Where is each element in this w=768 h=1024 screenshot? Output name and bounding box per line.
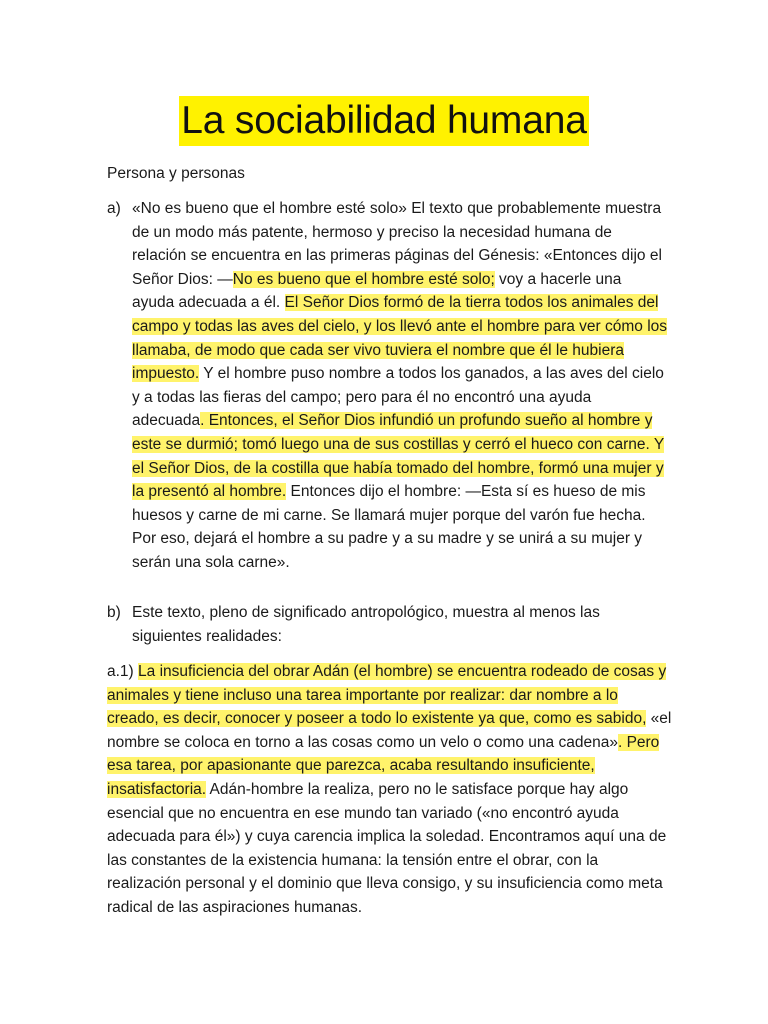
text-segment: Entonces dijo el hombre: —Esta sí es hueso de mis huesos y carne de mi carne. Se llamará mujer porque del varón fue hecha. Por eso, dejará el hombre a su padre y a su madre y se unirá a su mujer y serán una sola carne».: [132, 483, 646, 571]
highlighted-segment: . Pero esa tarea, por apasionante que parezca, acaba resultando insuficiente, insatisfactoria.: [107, 733, 660, 798]
list-item-b-text: Este texto, pleno de significado antropológico, muestra al menos las siguientes realidades:: [132, 604, 600, 645]
list-item-a-text: [132, 197, 667, 575]
paragraph-a1: [107, 660, 673, 920]
section-subtitle: Persona y personas: [107, 165, 245, 182]
text-segment: «el nombre se coloca en torno a las cosas como un velo o como una cadena»: [107, 710, 672, 751]
list-item-a: [107, 197, 667, 575]
text-segment: Adán-hombre la realiza, pero no le satisface porque hay algo esencial que no encuentra en ese mundo tan variado («no encontró ayuda adecuada para él») y cuya carencia implica la soledad. Encontramos aquí una de las constantes de la existencia humana: la tensión entre el obrar, con la realización personal y el dominio que lleva consigo, y su insuficiencia como meta radical de las aspiraciones humanas.: [107, 780, 667, 916]
title-container: [0, 96, 768, 146]
highlighted-segment: La insuficiencia del obrar Adán (el hombre) se encuentra rodeado de cosas y animales y tiene incluso una tarea importante por realizar: dar nombre a lo creado, es decir, conocer y poseer a todo lo existente ya que, como es sabido,: [107, 663, 667, 728]
text-segment: «No es bueno que el hombre esté solo» El texto que probablemente muestra de un modo más patente, hermoso y preciso la necesidad humana de relación se encuentra en las primeras páginas del Génesis: «Entonces dijo el Señor Dios: —: [132, 200, 662, 288]
document-title: La sociabilidad humana: [179, 96, 588, 146]
text-segment: a.1): [107, 663, 139, 680]
highlighted-segment: . Entonces, el Señor Dios infundió un profundo sueño al hombre y este se durmió; tomó luego una de sus costillas y cerró el hueco con carne. Y el Señor Dios, de la costilla que había tomado del hombre, formó una mujer y la presentó al hombre.: [132, 412, 665, 501]
text-segment: voy a hacerle una ayuda adecuada a él.: [132, 270, 622, 312]
text-segment: Y el hombre puso nombre a todos los ganados, a las aves del cielo y a todas las fieras del campo; pero para él no encontró una ayuda adecuada: [132, 365, 664, 430]
list-marker-a: a): [107, 200, 121, 217]
list-marker-b: b): [107, 604, 121, 621]
list-item-b: [107, 601, 667, 648]
highlighted-segment: El Señor Dios formó de la tierra todos los animales del campo y todas las aves del cielo, y los llevó ante el hombre para ver cómo los llamaba, de modo que cada ser vivo tuviera el nombre que él le hubiera impuesto.: [132, 294, 668, 383]
highlighted-segment: No es bueno que el hombre esté solo;: [232, 270, 495, 288]
